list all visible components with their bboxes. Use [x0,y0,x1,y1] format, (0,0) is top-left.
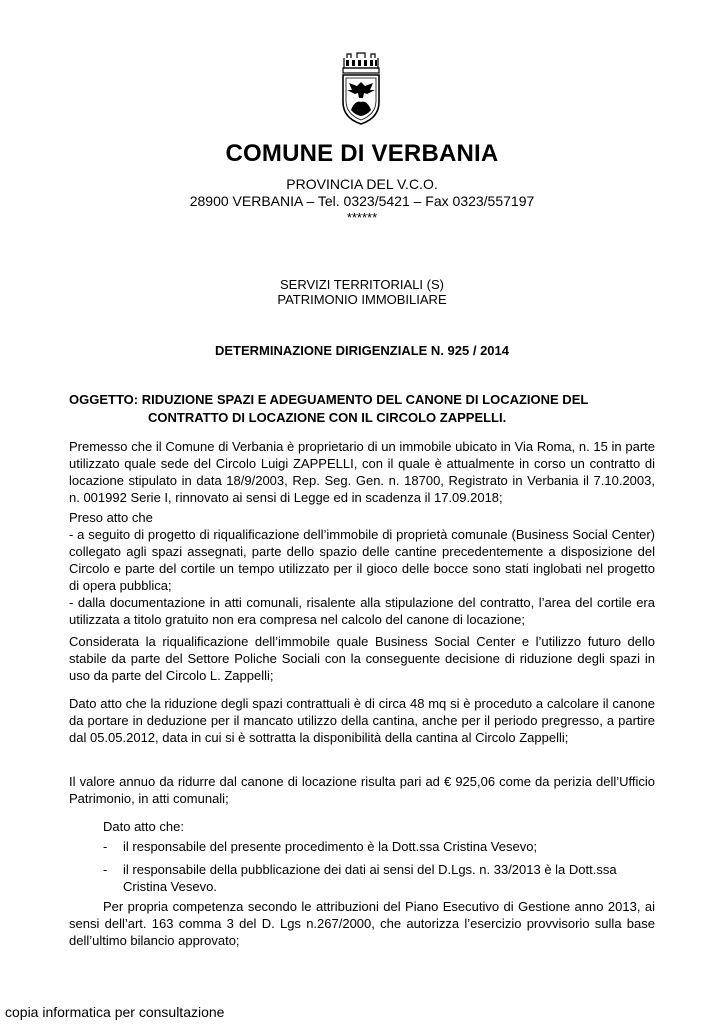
paragraph-reduction: Dato atto che la riduzione degli spazi contrattuali è di circa 48 mq si è proceduto a calcolare il canone da portare in deduzione per il mancato utilizzo della cantina, anche per il periodo pregresso, a partire dal 05.05.2012, data in cui si è sottratta la disponibilità della cantina al Circolo Zappelli; [69,696,655,745]
list-item [103,838,655,855]
address-line: 28900 VERBANIA – Tel. 0323/5421 – Fax 0323/557197 [189,193,535,209]
paragraph-annual-value: Il valore annuo da ridurre dal canone di locazione risulta pari ad € 925,06 come da perizia dell’Ufficio Patrimonio, in atti comunali; [69,774,655,806]
coat-of-arms-icon [337,52,385,126]
province-line: PROVINCIA DEL V.C.O. [286,176,438,192]
paragraph-considered: Considerata la riqualificazione dell’immobile quale Business Social Center e l’utilizzo futuro dello stabile da parte del Settore Poliche Sociali con la conseguente decisione di riduzione degli spazi in uso da parte del Circolo L. Zappelli; [69,634,655,683]
paragraph-item: - a seguito di progetto di riqualificazione dell’immobile di proprietà comunale (Business Social Center) collegato agli spazi assegnati, parte dello spazio delle cantine precedentemente a disposizione del Circolo e parte del cortile un tempo utilizzato per il gioco delle bocce sono stati inglobati nel progetto di opera pubblica; [69,527,655,593]
list-item-text: il responsabile del presente procedimento è la Dott.ssa Cristina Vesevo; [123,839,538,854]
header-separator: ****** [346,210,378,225]
page-title: COMUNE DI VERBANIA [225,140,499,167]
paragraph-competence [69,898,655,949]
subject-block [69,391,655,427]
subject-line-1: OGGETTO: RIDUZIONE SPAZI E ADEGUAMENTO DEL CANONE DI LOCAZIONE DEL [69,392,589,407]
subject-line-2: CONTRATTO DI LOCAZIONE CON IL CIRCOLO ZAPPELLI. [148,410,507,425]
paragraph-given-that: Dato atto che: [103,819,184,834]
bullet-dash: - [103,839,108,854]
paragraph-intro: Preso atto che [69,510,153,525]
list-item [103,861,655,895]
footer-note: copia informatica per consultazione [5,1004,225,1020]
paragraph-item: - dalla documentazione in atti comunali, risalente alla stipulazione del contratto, l’area del cortile era utilizzata a titolo gratuito non era compresa nel calcolo del canone di locazione; [69,595,655,627]
paragraph-premise: Premesso che il Comune di Verbania è proprietario di un immobile ubicato in Via Roma, n. 15 in parte utilizzato quale sede del Circolo Luigi ZAPPELLI, con il quale è attualmente in corso un contratto di locazione stipulato in data 18/9/2003, Rep. Seg. Gen. n. 18700, Registrato in Verbania il 7.10.2003, n. 001992 Serie I, rinnovato ai sensi di Legge ed in scadenza il 17.09.2018; [69,439,655,505]
office-line-2: PATRIMONIO IMMOBILIARE [277,292,447,307]
paragraph-text: Per propria competenza secondo le attribuzioni del Piano Esecutivo di Gestione anno 2013, ai sensi dell’art. 163 comma 3 del D. Lgs n.267/2000, che autorizza l’esercizio provvisorio sulla base dell’ultimo bilancio approvato; [69,899,655,948]
office-line-1: SERVIZI TERRITORIALI (S) [280,277,444,292]
paragraph-acknowledgement [69,509,655,628]
list-item-text: il responsabile della pubblicazione dei dati ai sensi del D.Lgs. n. 33/2013 è la Dott.ssa Cristina Vesevo. [123,862,617,894]
determination-number: DETERMINAZIONE DIRIGENZIALE N. 925 / 2014 [214,343,509,358]
bullet-dash: - [103,862,108,877]
